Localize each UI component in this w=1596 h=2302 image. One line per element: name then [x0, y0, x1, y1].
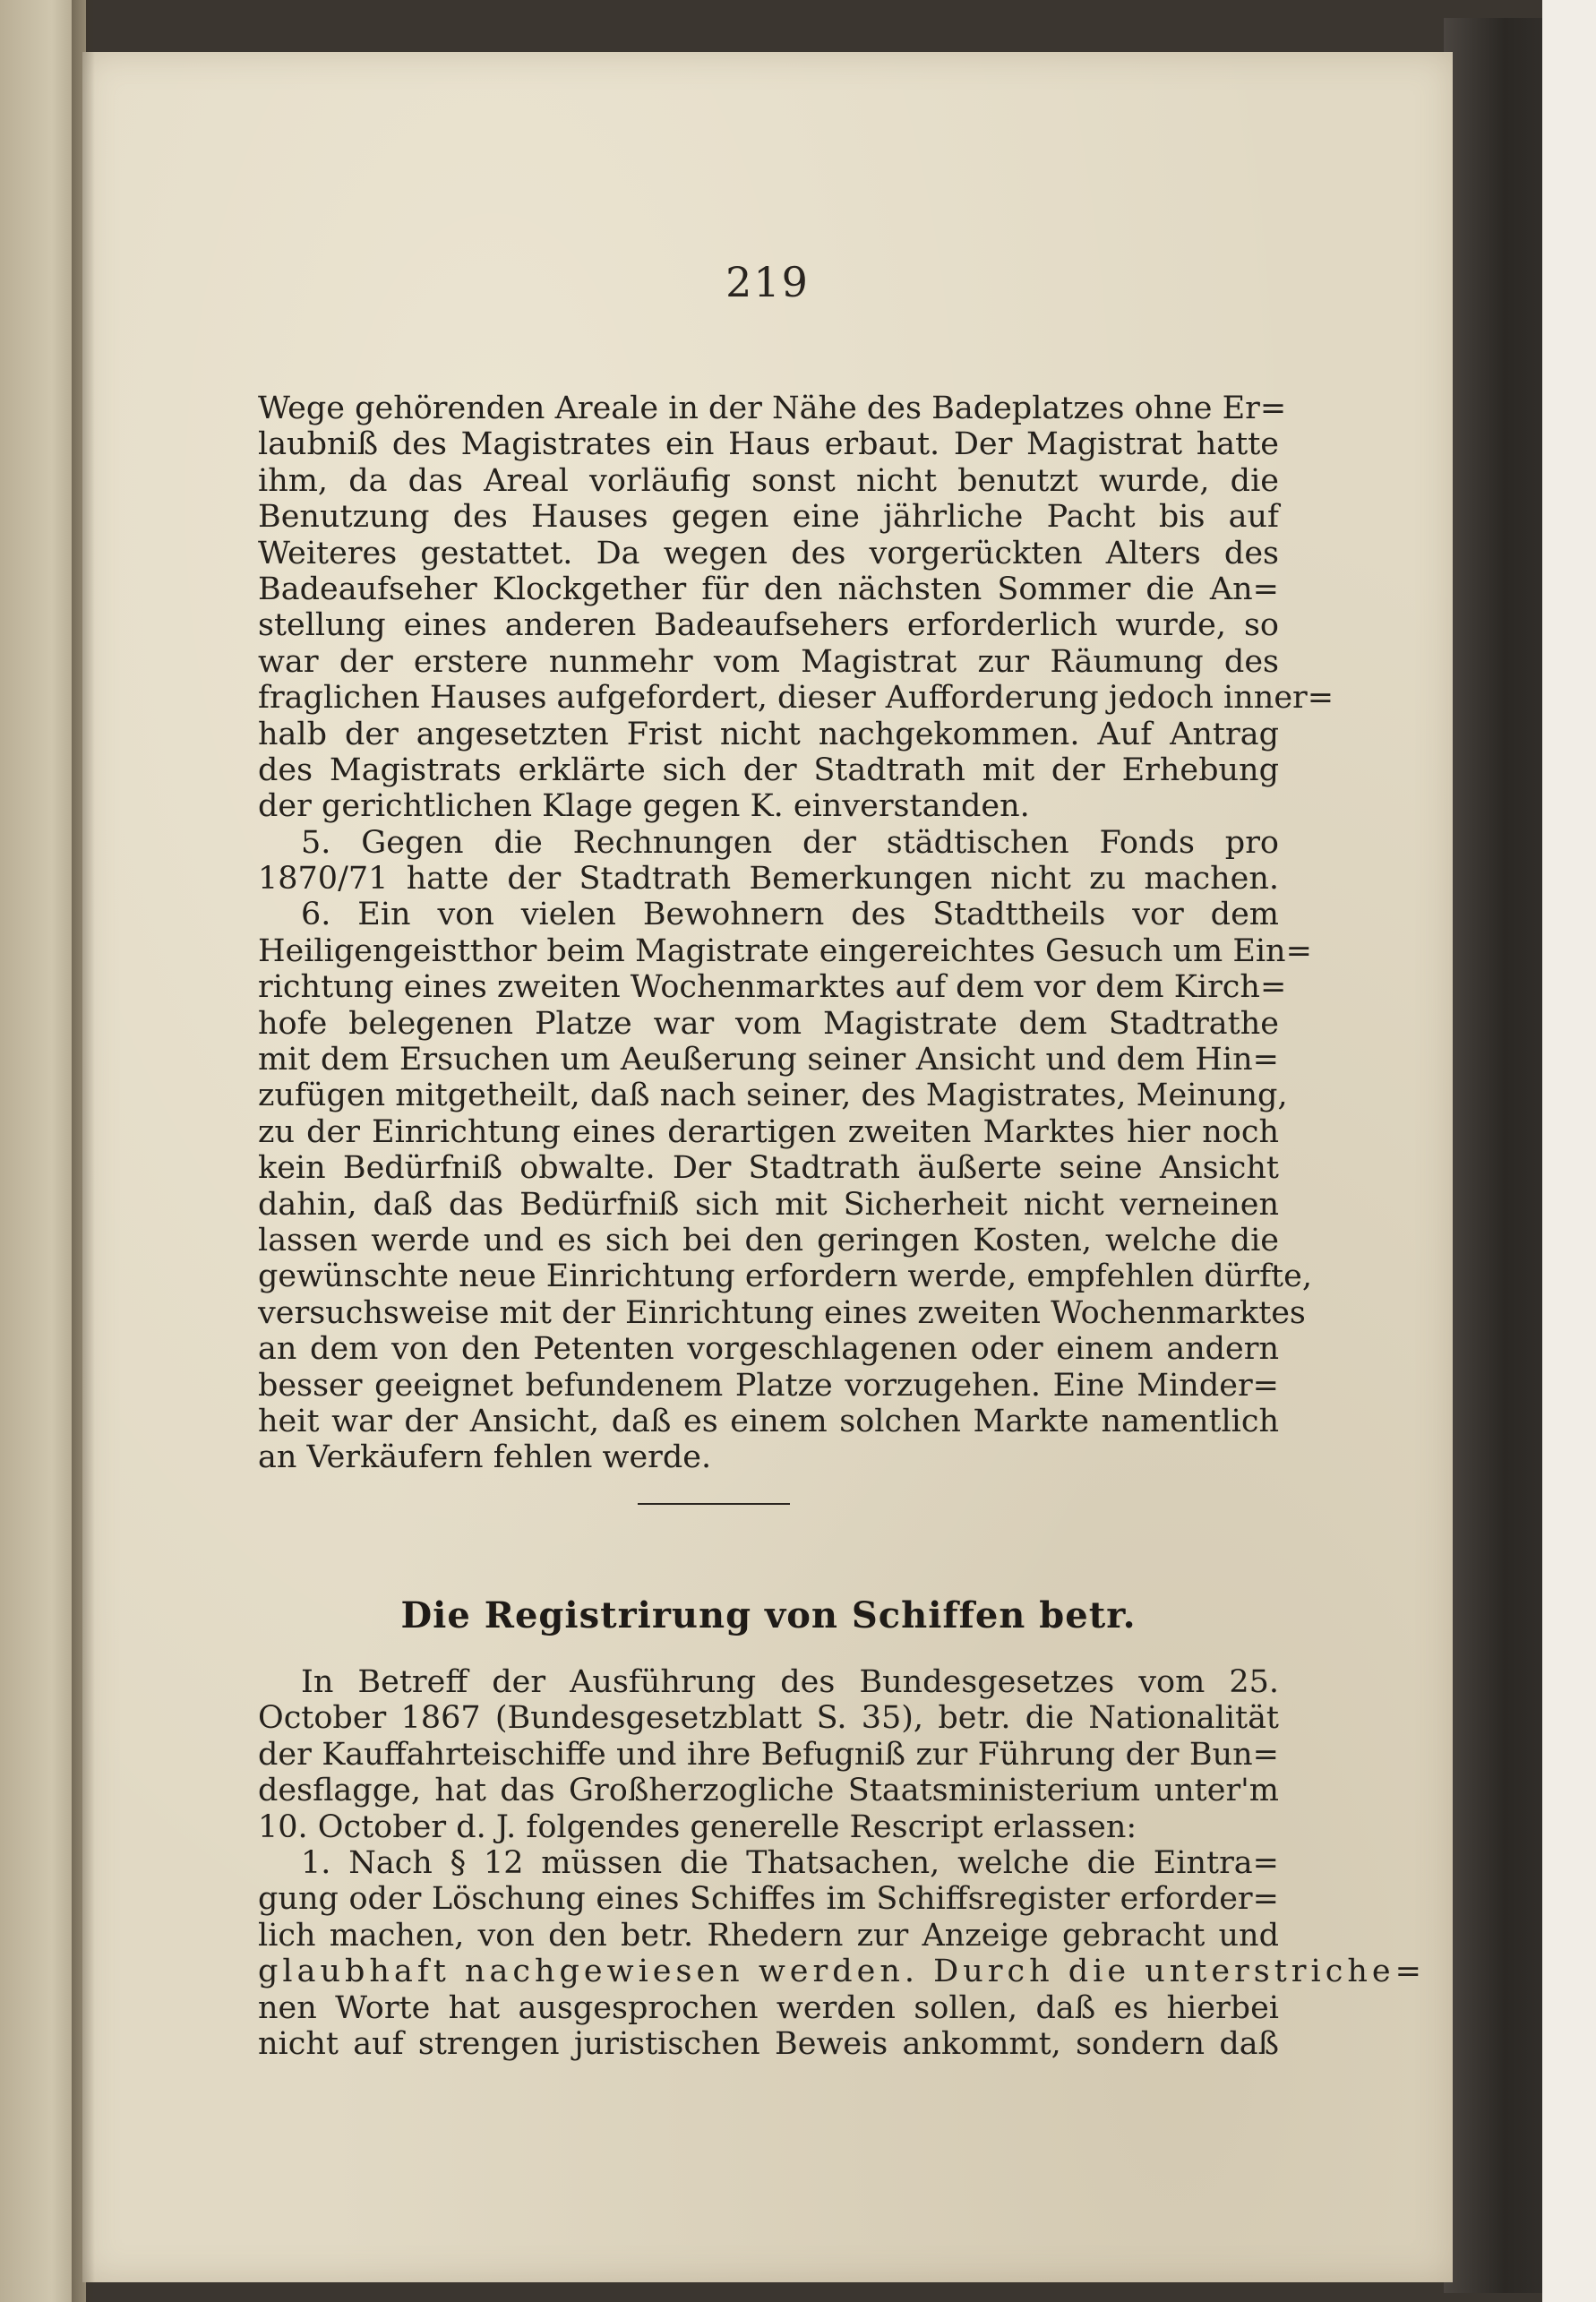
text-line: Benutzung des Hauses gegen eine jährliche Pacht bis auf — [258, 499, 1279, 536]
text-line: Weiteres gestattet. Da wegen des vorgerückten Alters des — [258, 535, 1279, 571]
text-line: gewünschte neue Einrichtung erfordern werde, empfehlen dürfte, — [258, 1258, 1312, 1295]
text-line: mit dem Ersuchen um Aeußerung seiner Ansicht und dem Hin= — [258, 1042, 1279, 1078]
text-line: stellung eines anderen Badeaufsehers erforderlich wurde, so — [258, 607, 1279, 644]
text-line: Wege gehörenden Areale in der Nähe des Badeplatzes ohne Er= — [258, 391, 1287, 426]
text-line: lassen werde und es sich bei den geringen Kosten, welche die — [258, 1222, 1279, 1258]
section-text — [258, 1664, 1426, 2062]
text-line: der gerichtlichen Klage gegen K. einverstanden. — [258, 788, 1030, 825]
text-line: zufügen mitgetheilt, daß nach seiner, des Magistrates, Meinung, — [258, 1078, 1288, 1114]
spine-shadow — [72, 0, 95, 2302]
text-line: glaubhaft nachgewiesen werden. Durch die unterstriche= — [258, 1954, 1426, 1990]
text-line: fraglichen Hauses aufgefordert, dieser Aufforderung jedoch inner= — [258, 680, 1334, 717]
text-line: der Kauffahrteischiffe und ihre Befugniß zur Führung der Bun= — [258, 1736, 1279, 1773]
text-line: zu der Einrichtung eines derartigen zweiten Marktes hier noch — [258, 1113, 1279, 1150]
text-line: nicht auf strengen juristischen Beweis ankommt, sondern daß — [258, 2025, 1279, 2062]
text-line: Badeaufseher Klockgether für den nächsten Sommer die An= — [258, 571, 1279, 607]
text-line: 10. October d. J. folgendes generelle Rescript erlassen: — [258, 1808, 1137, 1845]
text-line: war der erstere nunmehr vom Magistrat zur Räumung des — [258, 643, 1279, 680]
page-number: 219 — [725, 258, 810, 306]
section-heading: Die Registrirung von Schiffen betr. — [400, 1594, 1137, 1636]
text-line: October 1867 (Bundesgesetzblatt S. 35), betr. die Nationalität — [258, 1700, 1279, 1737]
text-line: 6. Ein von vielen Bewohnern des Stadttheils vor dem — [301, 897, 1279, 933]
text-line: an dem von den Petenten vorgeschlagenen oder einem andern — [258, 1331, 1279, 1368]
text-line: laubniß des Magistrates ein Haus erbaut. Der Magistrat hatte — [258, 426, 1279, 463]
body-text — [258, 391, 1334, 1476]
text-line: nen Worte hat ausgesprochen werden sollen, daß es hierbei — [258, 1989, 1279, 2026]
text-line: ihm, da das Areal vorläufig sonst nicht benutzt wurde, die — [258, 462, 1279, 499]
section-divider — [638, 1503, 790, 1505]
text-line: 1870/71 hatte der Stadtrath Bemerkungen nicht zu machen. — [258, 861, 1279, 898]
text-line: In Betreff der Ausführung des Bundesgesetzes vom 25. — [301, 1664, 1279, 1700]
text-line: dahin, daß das Bedürfniß sich mit Sicherheit nicht verneinen — [258, 1186, 1279, 1223]
text-line: an Verkäufern fehlen werde. — [258, 1439, 712, 1476]
text-line: besser geeignet befundenem Platze vorzugehen. Eine Minder= — [258, 1367, 1279, 1404]
text-line: 1. Nach § 12 müssen die Thatsachen, welche die Eintra= — [301, 1844, 1279, 1881]
text-line: lich machen, von den betr. Rhedern zur Anzeige gebracht und — [258, 1917, 1279, 1954]
text-line: desflagge, hat das Großherzogliche Staatsministerium unter'm — [258, 1773, 1279, 1809]
text-line: Heiligengeistthor beim Magistrate eingereichtes Gesuch um Ein= — [258, 932, 1312, 969]
book-page — [82, 52, 1453, 2282]
text-line: hofe belegenen Platze war vom Magistrate dem Stadtrathe — [258, 1005, 1279, 1042]
text-line: heit war der Ansicht, daß es einem solchen Markte namentlich — [258, 1403, 1279, 1439]
text-line: des Magistrats erklärte sich der Stadtrath mit der Erhebung — [258, 752, 1279, 788]
text-line: kein Bedürfniß obwalte. Der Stadtrath äußerte seine Ansicht — [258, 1150, 1279, 1187]
text-line: richtung eines zweiten Wochenmarktes auf dem vor dem Kirch= — [258, 969, 1287, 1006]
text-line: gung oder Löschung eines Schiffes im Schiffsregister erforder= — [258, 1881, 1279, 1918]
text-line: 5. Gegen die Rechnungen der städtischen Fonds pro — [301, 824, 1279, 861]
text-line: halb der angesetzten Frist nicht nachgekommen. Auf Antrag — [258, 716, 1279, 752]
text-line: versuchsweise mit der Einrichtung eines zweiten Wochenmarktes — [258, 1294, 1306, 1331]
scan-background — [1542, 0, 1596, 2302]
